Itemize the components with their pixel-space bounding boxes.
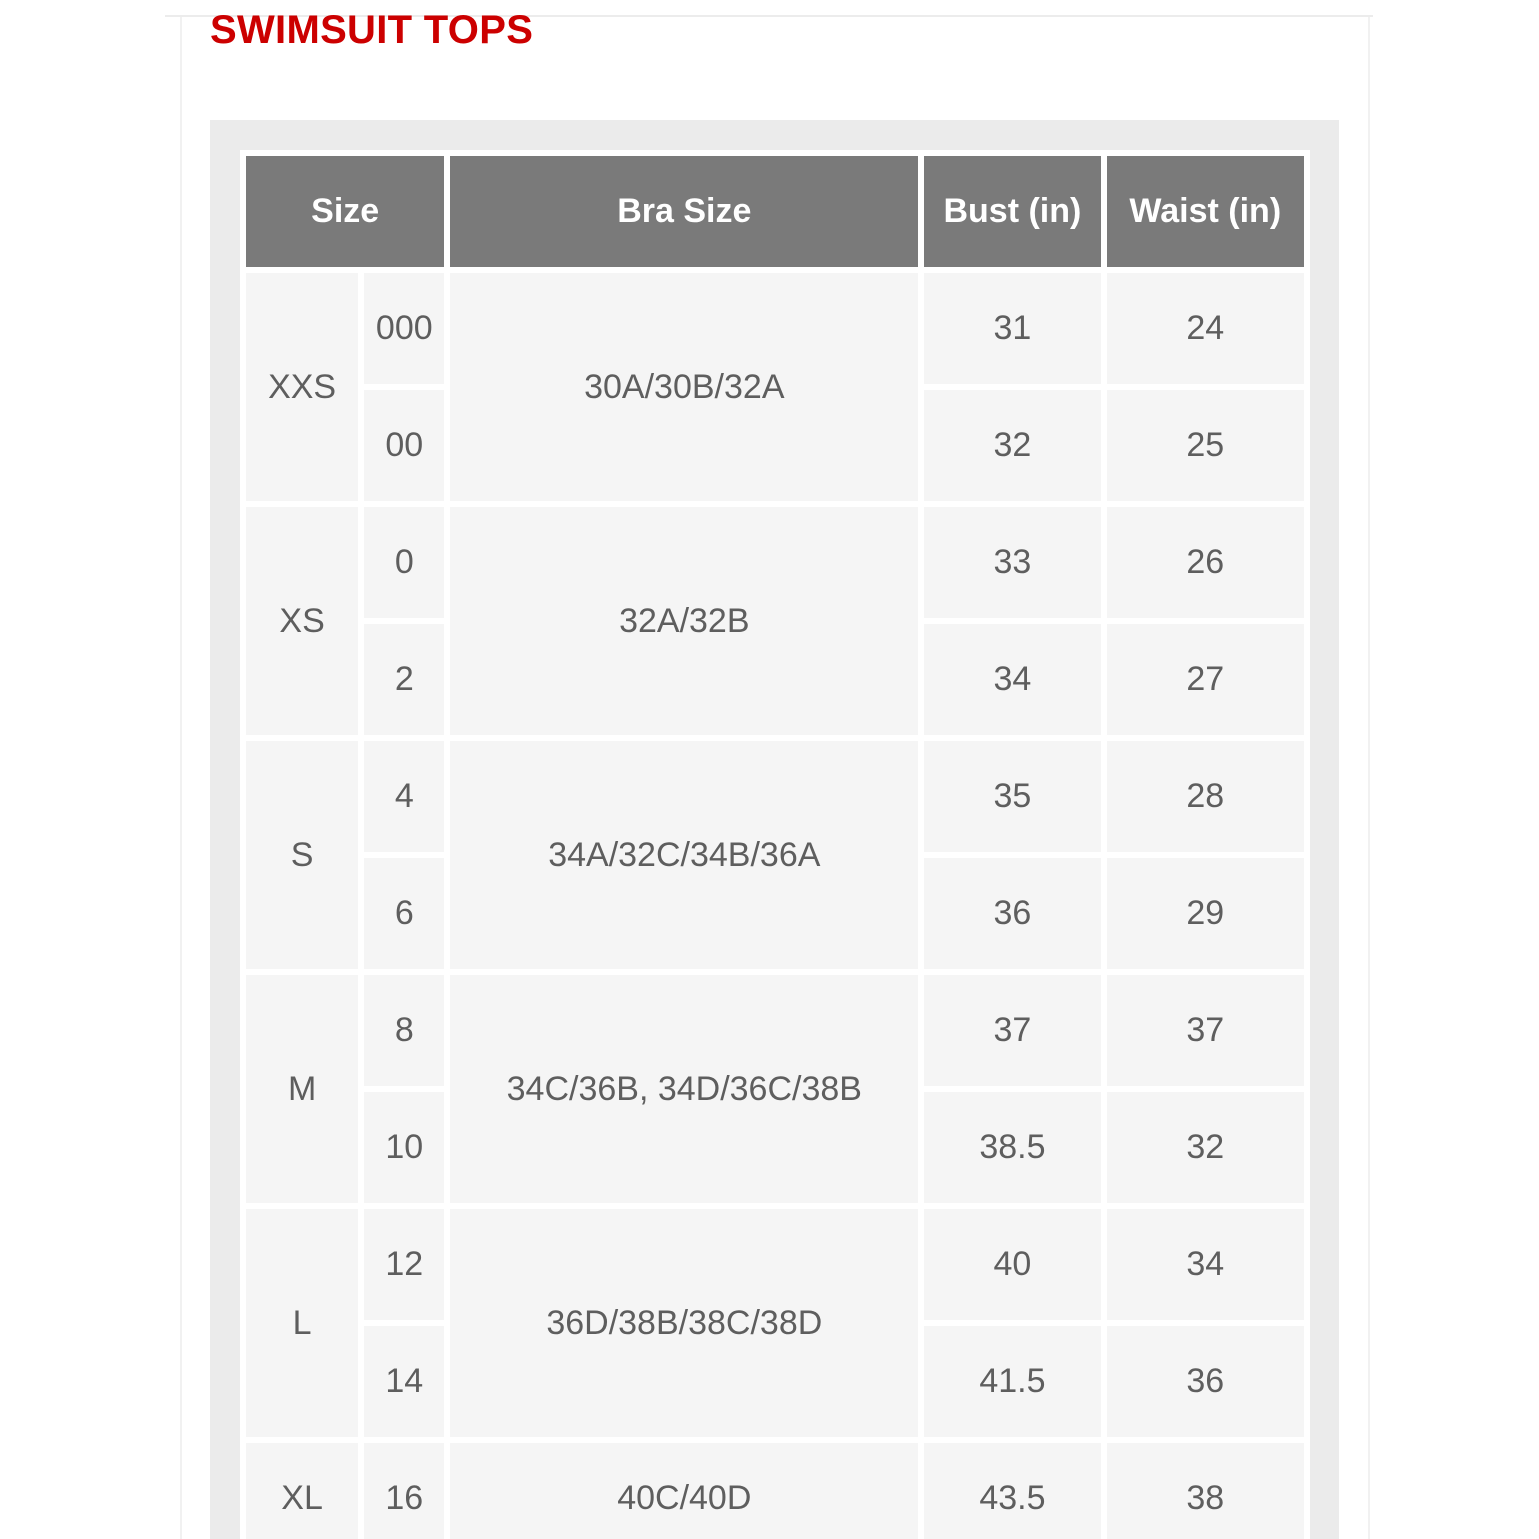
bra-size-cell: 34A/32C/34B/36A [450,741,918,969]
bust-cell: 35 [924,741,1100,852]
size-number-cell: 6 [364,858,444,969]
table-row [246,975,1304,1086]
header-row [246,156,1304,267]
bust-cell: 34 [924,624,1100,735]
size-number-cell: 14 [364,1326,444,1437]
size-chart-table [240,150,1310,1539]
waist-cell: 32 [1107,1092,1304,1203]
table-body [246,273,1304,1539]
waist-cell: 26 [1107,507,1304,618]
bust-cell: 33 [924,507,1100,618]
waist-cell: 36 [1107,1326,1304,1437]
size-letter-cell: XXS [246,273,358,501]
bust-cell: 32 [924,390,1100,501]
bra-size-cell: 30A/30B/32A [450,273,918,501]
size-letter-cell: XS [246,507,358,735]
size-number-cell: 8 [364,975,444,1086]
table-row [246,741,1304,852]
size-letter-cell: XL [246,1443,358,1539]
size-number-cell: 0 [364,507,444,618]
header-waist: Waist (in) [1107,156,1304,267]
bra-size-cell: 40C/40D [450,1443,918,1539]
size-number-cell: 2 [364,624,444,735]
bra-size-cell: 32A/32B [450,507,918,735]
header-size: Size [246,156,444,267]
waist-cell: 34 [1107,1209,1304,1320]
bust-cell: 36 [924,858,1100,969]
waist-cell: 28 [1107,741,1304,852]
size-chart-container [240,150,1310,1539]
bust-cell: 38.5 [924,1092,1100,1203]
waist-cell: 37 [1107,975,1304,1086]
size-number-cell: 000 [364,273,444,384]
waist-cell: 27 [1107,624,1304,735]
size-letter-cell: S [246,741,358,969]
bra-size-cell: 36D/38B/38C/38D [450,1209,918,1437]
header-bust: Bust (in) [924,156,1100,267]
table-row [246,1443,1304,1539]
waist-cell: 29 [1107,858,1304,969]
table-row [246,507,1304,618]
size-number-cell: 00 [364,390,444,501]
size-letter-cell: L [246,1209,358,1437]
bust-cell: 43.5 [924,1443,1100,1539]
size-number-cell: 16 [364,1443,444,1539]
waist-cell: 24 [1107,273,1304,384]
bra-size-cell: 34C/36B, 34D/36C/38B [450,975,918,1203]
waist-cell: 25 [1107,390,1304,501]
bust-cell: 41.5 [924,1326,1100,1437]
header-bra-size: Bra Size [450,156,918,267]
bust-cell: 31 [924,273,1100,384]
size-number-cell: 10 [364,1092,444,1203]
waist-cell: 38 [1107,1443,1304,1539]
table-row [246,1209,1304,1320]
page-title: SWIMSUIT TOPS [210,8,534,52]
size-number-cell: 12 [364,1209,444,1320]
size-number-cell: 4 [364,741,444,852]
bust-cell: 40 [924,1209,1100,1320]
table-row [246,273,1304,384]
bust-cell: 37 [924,975,1100,1086]
size-letter-cell: M [246,975,358,1203]
